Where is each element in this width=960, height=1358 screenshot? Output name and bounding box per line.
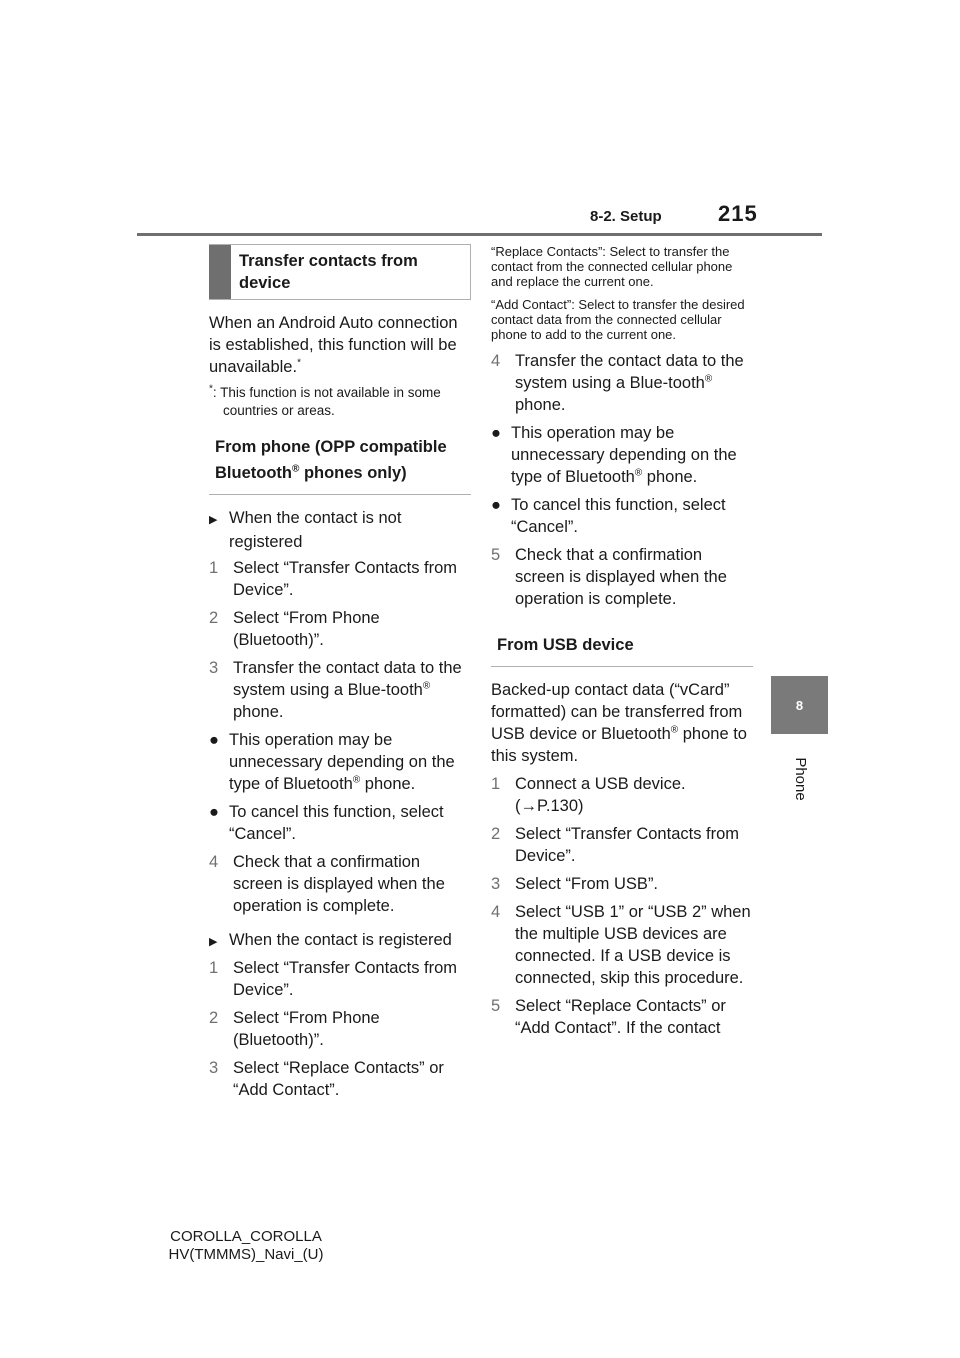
heading-text: Transfer contacts from device <box>239 252 418 292</box>
step-item: 5 Check that a confirmation screen is displayed when the operation is complete. <box>491 546 727 608</box>
condition-item: ▶ When the contact is not registered <box>209 509 402 551</box>
chapter-label: Phone <box>792 757 809 801</box>
step-item: 4 Transfer the contact data to the system using a Blue-tooth® phone. <box>491 352 744 414</box>
header-rule <box>137 233 822 236</box>
bullet-item: ● This operation may be unnecessary depending on the type of Bluetooth® phone. <box>491 424 737 486</box>
usb-paragraph: Backed-up contact data (“vCard” formatted) can be transferred from USB device or Bluetooth® phone to this system. <box>491 681 747 765</box>
filled-circle-icon: ● <box>491 496 501 514</box>
step-item: 4 Check that a confirmation screen is displayed when the operation is complete. <box>209 853 445 915</box>
option-description: “Replace Contacts”: Select to transfer the contact from the connected cellular phone and replace the current one. <box>491 244 733 289</box>
step-item: 4 Select “USB 1” or “USB 2” when the multiple USB devices are connected. If a USB device is connected, skip this procedure. <box>491 903 751 987</box>
step-item: 2 Select “From Phone (Bluetooth)”. <box>209 609 380 649</box>
right-column <box>491 244 753 1045</box>
page-number: 215 <box>718 201 758 226</box>
chapter-number: 8 <box>795 697 804 713</box>
step-item: 3 Select “Replace Contacts” or “Add Contact”. <box>209 1059 444 1099</box>
filled-circle-icon: ● <box>209 731 219 749</box>
step-item: 1 Connect a USB device. (→P.130) <box>491 775 686 815</box>
bullet-item: ● To cancel this function, select “Cancel”. <box>209 803 444 843</box>
subsection-heading: From phone (OPP compatible Bluetooth® phones only) <box>209 426 471 495</box>
section-heading <box>209 244 471 300</box>
bullet-item: ● This operation may be unnecessary depending on the type of Bluetooth® phone. <box>209 731 455 793</box>
intro-paragraph: When an Android Auto connection is established, this function will be unavailable.* <box>209 314 458 376</box>
triangle-right-icon: ▶ <box>209 936 218 948</box>
step-item: 5 Select “Replace Contacts” or “Add Contact”. If the contact <box>491 997 726 1037</box>
filled-circle-icon: ● <box>209 803 219 821</box>
step-item: 1 Select “Transfer Contacts from Device”. <box>209 559 458 599</box>
footnote: *: This function is not available in some countries or areas. <box>209 383 441 418</box>
chapter-tab <box>771 676 828 734</box>
option-description: “Add Contact”: Select to transfer the desired contact data from the connected cellular phone to add to the current one. <box>491 297 745 342</box>
heading-bar <box>209 245 231 299</box>
step-item: 2 Select “From Phone (Bluetooth)”. <box>209 1009 380 1049</box>
triangle-right-icon: ▶ <box>209 514 218 526</box>
step-item: 3 Select “From USB”. <box>491 875 659 893</box>
left-column <box>209 244 471 1107</box>
filled-circle-icon: ● <box>491 424 501 442</box>
bullet-item: ● To cancel this function, select “Cancel”. <box>491 496 726 536</box>
page-reference-link[interactable]: P.130) <box>537 797 584 815</box>
step-item: 3 Transfer the contact data to the system using a Blue-tooth® phone. <box>209 659 462 721</box>
step-item: 2 Select “Transfer Contacts from Device”. <box>491 825 740 865</box>
subsection-heading: From USB device <box>491 624 753 667</box>
condition-item: ▶ When the contact is registered <box>209 929 471 953</box>
footer-model: COROLLA_COROLLA HV(TMMMS)_Navi_(U) <box>168 1228 324 1263</box>
arrow-right-icon: → <box>520 797 537 815</box>
section-title: 8-2. Setup <box>590 208 662 225</box>
step-item: 1 Select “Transfer Contacts from Device”. <box>209 959 458 999</box>
